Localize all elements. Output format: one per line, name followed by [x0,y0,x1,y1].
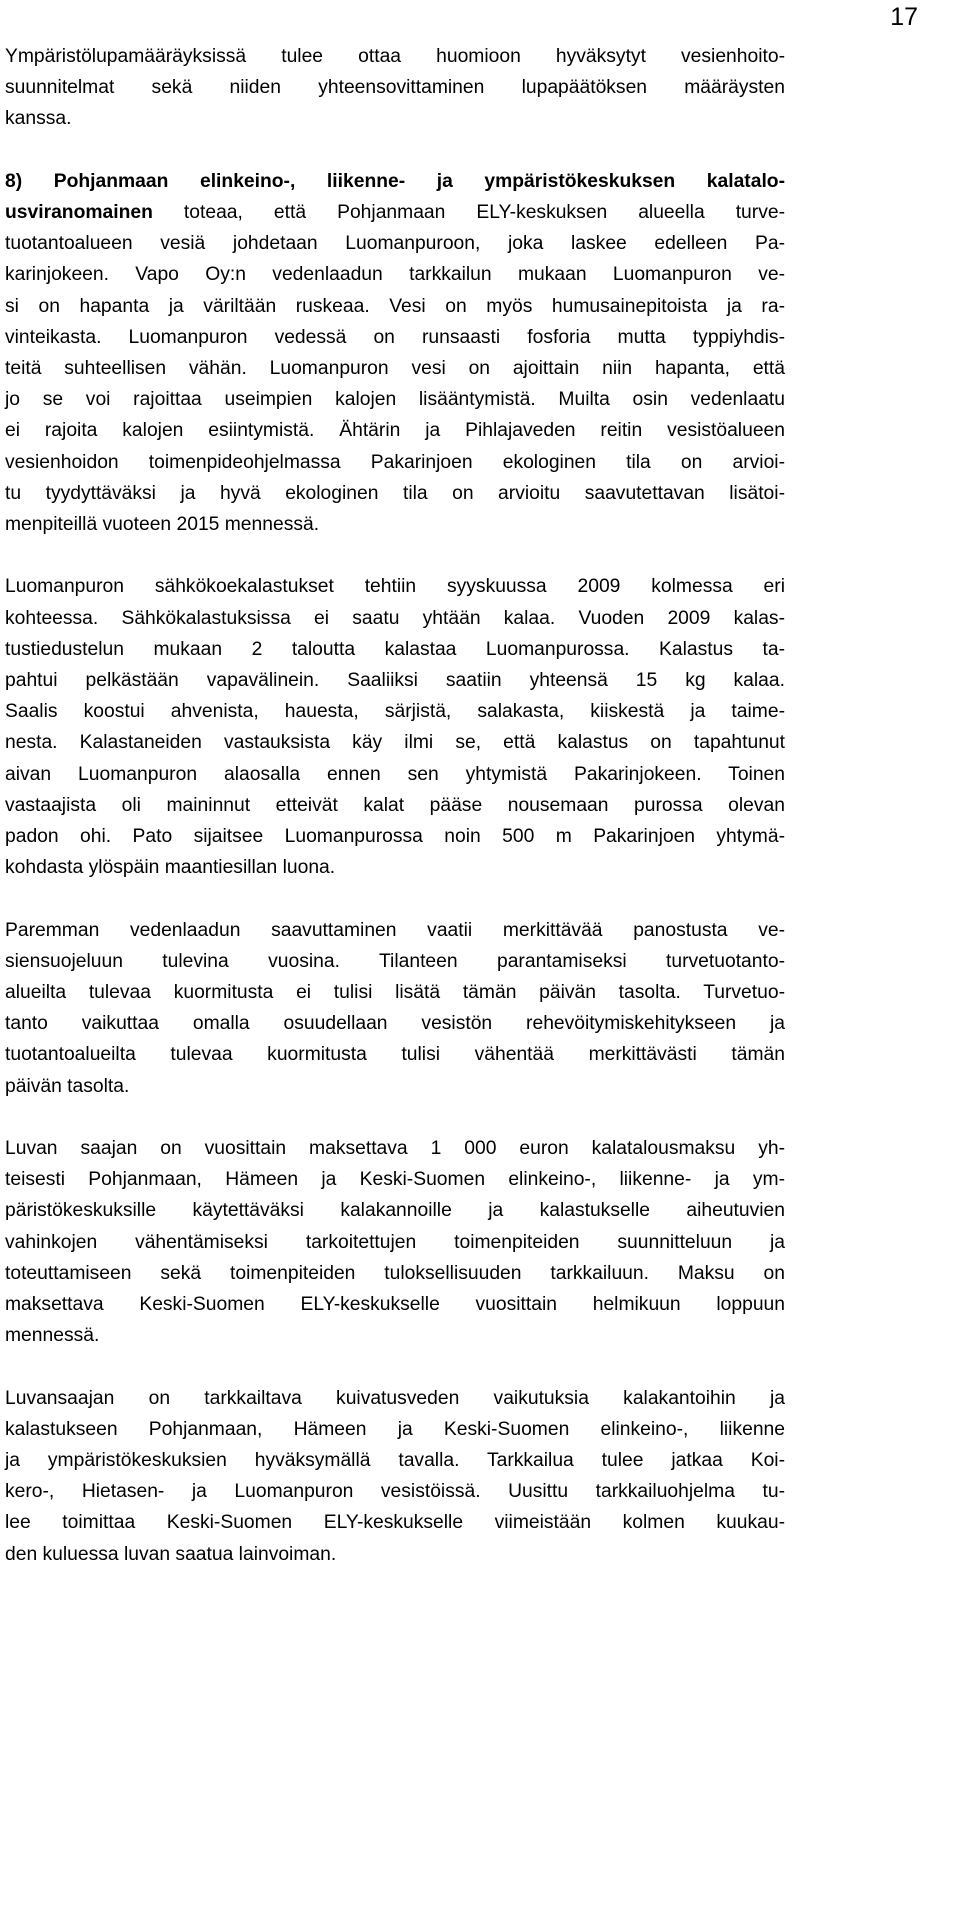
paragraph-1 [5,41,785,135]
paragraph-line: ja ympäristökeskuksien hyväksymällä tavalla. Tarkkailua tulee jatkaa Koi- [5,1450,785,1472]
paragraph-heading-line: 8) Pohjanmaan elinkeino-, liikenne- ja ympäristökeskuksen kalatalo- [5,170,785,192]
paragraph-line: lee toimittaa Keski-Suomen ELY-keskukselle viimeistään kolmen kuukau- [5,1512,785,1534]
paragraph-line: suunnitelmat sekä niiden yhteensovittaminen lupapäätöksen määräysten [5,77,785,99]
paragraph-line: Luomanpuron sähkökoekalastukset tehtiin syyskuussa 2009 kolmessa eri [5,576,785,598]
paragraph-line: Saalis koostui ahvenista, hauesta, särjistä, salakasta, kiiskestä ja taime- [5,701,785,723]
page-number: 17 [890,3,918,31]
paragraph-line: karinjokeen. Vapo Oy:n vedenlaadun tarkkailun mukaan Luomanpuron ve- [5,264,785,286]
paragraph-line: tustiedustelun mukaan 2 taloutta kalastaa Luomanpurossa. Kalastus ta- [5,638,785,660]
paragraph-2 [5,166,785,540]
paragraph-line: kohteessa. Sähkökalastuksissa ei saatu yhtään kalaa. Vuoden 2009 kalas- [5,607,785,629]
paragraph-line: tanto vaikuttaa omalla osuudellaan vesistön rehevöitymiskehitykseen ja [5,1013,785,1035]
paragraph-line: tu tyydyttäväksi ja hyvä ekologinen tila on arvioitu saavutettavan lisätoi- [5,482,785,504]
paragraph-line: tuotantoalueen vesiä johdetaan Luomanpuroon, joka laskee edelleen Pa- [5,233,785,255]
paragraph-line: kero-, Hietasen- ja Luomanpuron vesistöissä. Uusittu tarkkailuohjelma tu- [5,1481,785,1503]
paragraph-5 [5,1133,785,1351]
paragraph-line: kanssa. [5,108,72,130]
paragraph-line: kalastukseen Pohjanmaan, Hämeen ja Keski-Suomen elinkeino-, liikenne [5,1418,785,1440]
paragraph-line: vahinkojen vähentämiseksi tarkoitettujen toimenpiteiden suunnitteluun ja [5,1231,785,1253]
paragraph-line: teitä suhteellisen vähän. Luomanpuron vesi on ajoittain niin hapanta, että [5,358,785,380]
paragraph-line: päivän tasolta. [5,1075,130,1097]
document-body [5,41,785,1601]
paragraph-line: menpiteillä vuoteen 2015 mennessä. [5,514,320,536]
paragraph-4 [5,915,785,1102]
paragraph-line: Paremman vedenlaadun saavuttaminen vaatii merkittävää panostusta ve- [5,919,785,941]
paragraph-line: Ympäristölupamääräyksissä tulee ottaa huomioon hyväksytyt vesienhoito- [5,46,785,67]
paragraph-line: toteuttamiseen sekä toimenpiteiden tuloksellisuuden tarkkailuun. Maksu on [5,1262,785,1284]
paragraph-mixed-line [5,197,785,228]
paragraph-line: vesienhoidon toimenpideohjelmassa Pakarinjoen ekologinen tila on arvioi- [5,451,785,473]
paragraph-line: siensuojeluun tulevina vuosina. Tilanteen parantamiseksi turvetuotanto- [5,950,785,972]
paragraph-text: toteaa, että Pohjanmaan ELY-keskuksen alueella turve- [152,202,785,223]
paragraph-line: den kuluessa luvan saatua lainvoiman. [5,1543,337,1565]
paragraph-line: si on hapanta ja väriltään ruskeaa. Vesi on myös humusainepitoista ja ra- [5,295,785,317]
paragraph-line: aivan Luomanpuron alaosalla ennen sen yhtymistä Pakarinjokeen. Toinen [5,763,785,785]
paragraph-line: alueilta tulevaa kuormitusta ei tulisi lisätä tämän päivän tasolta. Turvetuo- [5,982,785,1004]
paragraph-line: vastaajista oli maininnut etteivät kalat pääse nousemaan purossa olevan [5,794,785,816]
paragraph-line: kohdasta ylöspäin maantiesillan luona. [5,857,336,879]
paragraph-line: pahtui pelkästään vapavälinein. Saaliiksi saatiin yhteensä 15 kg kalaa. [5,670,785,692]
paragraph-line: jo se voi rajoittaa useimpien kalojen lisääntymistä. Muilta osin vedenlaatu [5,389,785,411]
paragraph-line: Luvansaajan on tarkkailtava kuivatusveden vaikutuksia kalakantoihin ja [5,1387,785,1409]
paragraph-heading-text: usviranomainen [5,202,153,223]
paragraph-line: vinteikasta. Luomanpuron vedessä on runsaasti fosforia mutta typpiyhdis- [5,326,785,348]
paragraph-6 [5,1383,785,1570]
paragraph-line: nesta. Kalastaneiden vastauksista käy ilmi se, että kalastus on tapahtunut [5,732,785,754]
paragraph-line: maksettava Keski-Suomen ELY-keskukselle vuosittain helmikuun loppuun [5,1294,785,1316]
paragraph-3 [5,571,785,883]
paragraph-line: päristökeskuksille käytettäväksi kalakannoille ja kalastukselle aiheutuvien [5,1200,785,1222]
paragraph-line: padon ohi. Pato sijaitsee Luomanpurossa noin 500 m Pakarinjoen yhtymä- [5,826,785,848]
paragraph-line: teisesti Pohjanmaan, Hämeen ja Keski-Suomen elinkeino-, liikenne- ja ym- [5,1169,785,1191]
paragraph-line: Luvan saajan on vuosittain maksettava 1 000 euron kalatalousmaksu yh- [5,1138,785,1160]
paragraph-line: mennessä. [5,1325,100,1347]
paragraph-line: tuotantoalueilta tulevaa kuormitusta tulisi vähentää merkittävästi tämän [5,1044,785,1066]
paragraph-line: ei rajoita kalojen esiintymistä. Ähtärin ja Pihlajaveden reitin vesistöalueen [5,420,785,442]
